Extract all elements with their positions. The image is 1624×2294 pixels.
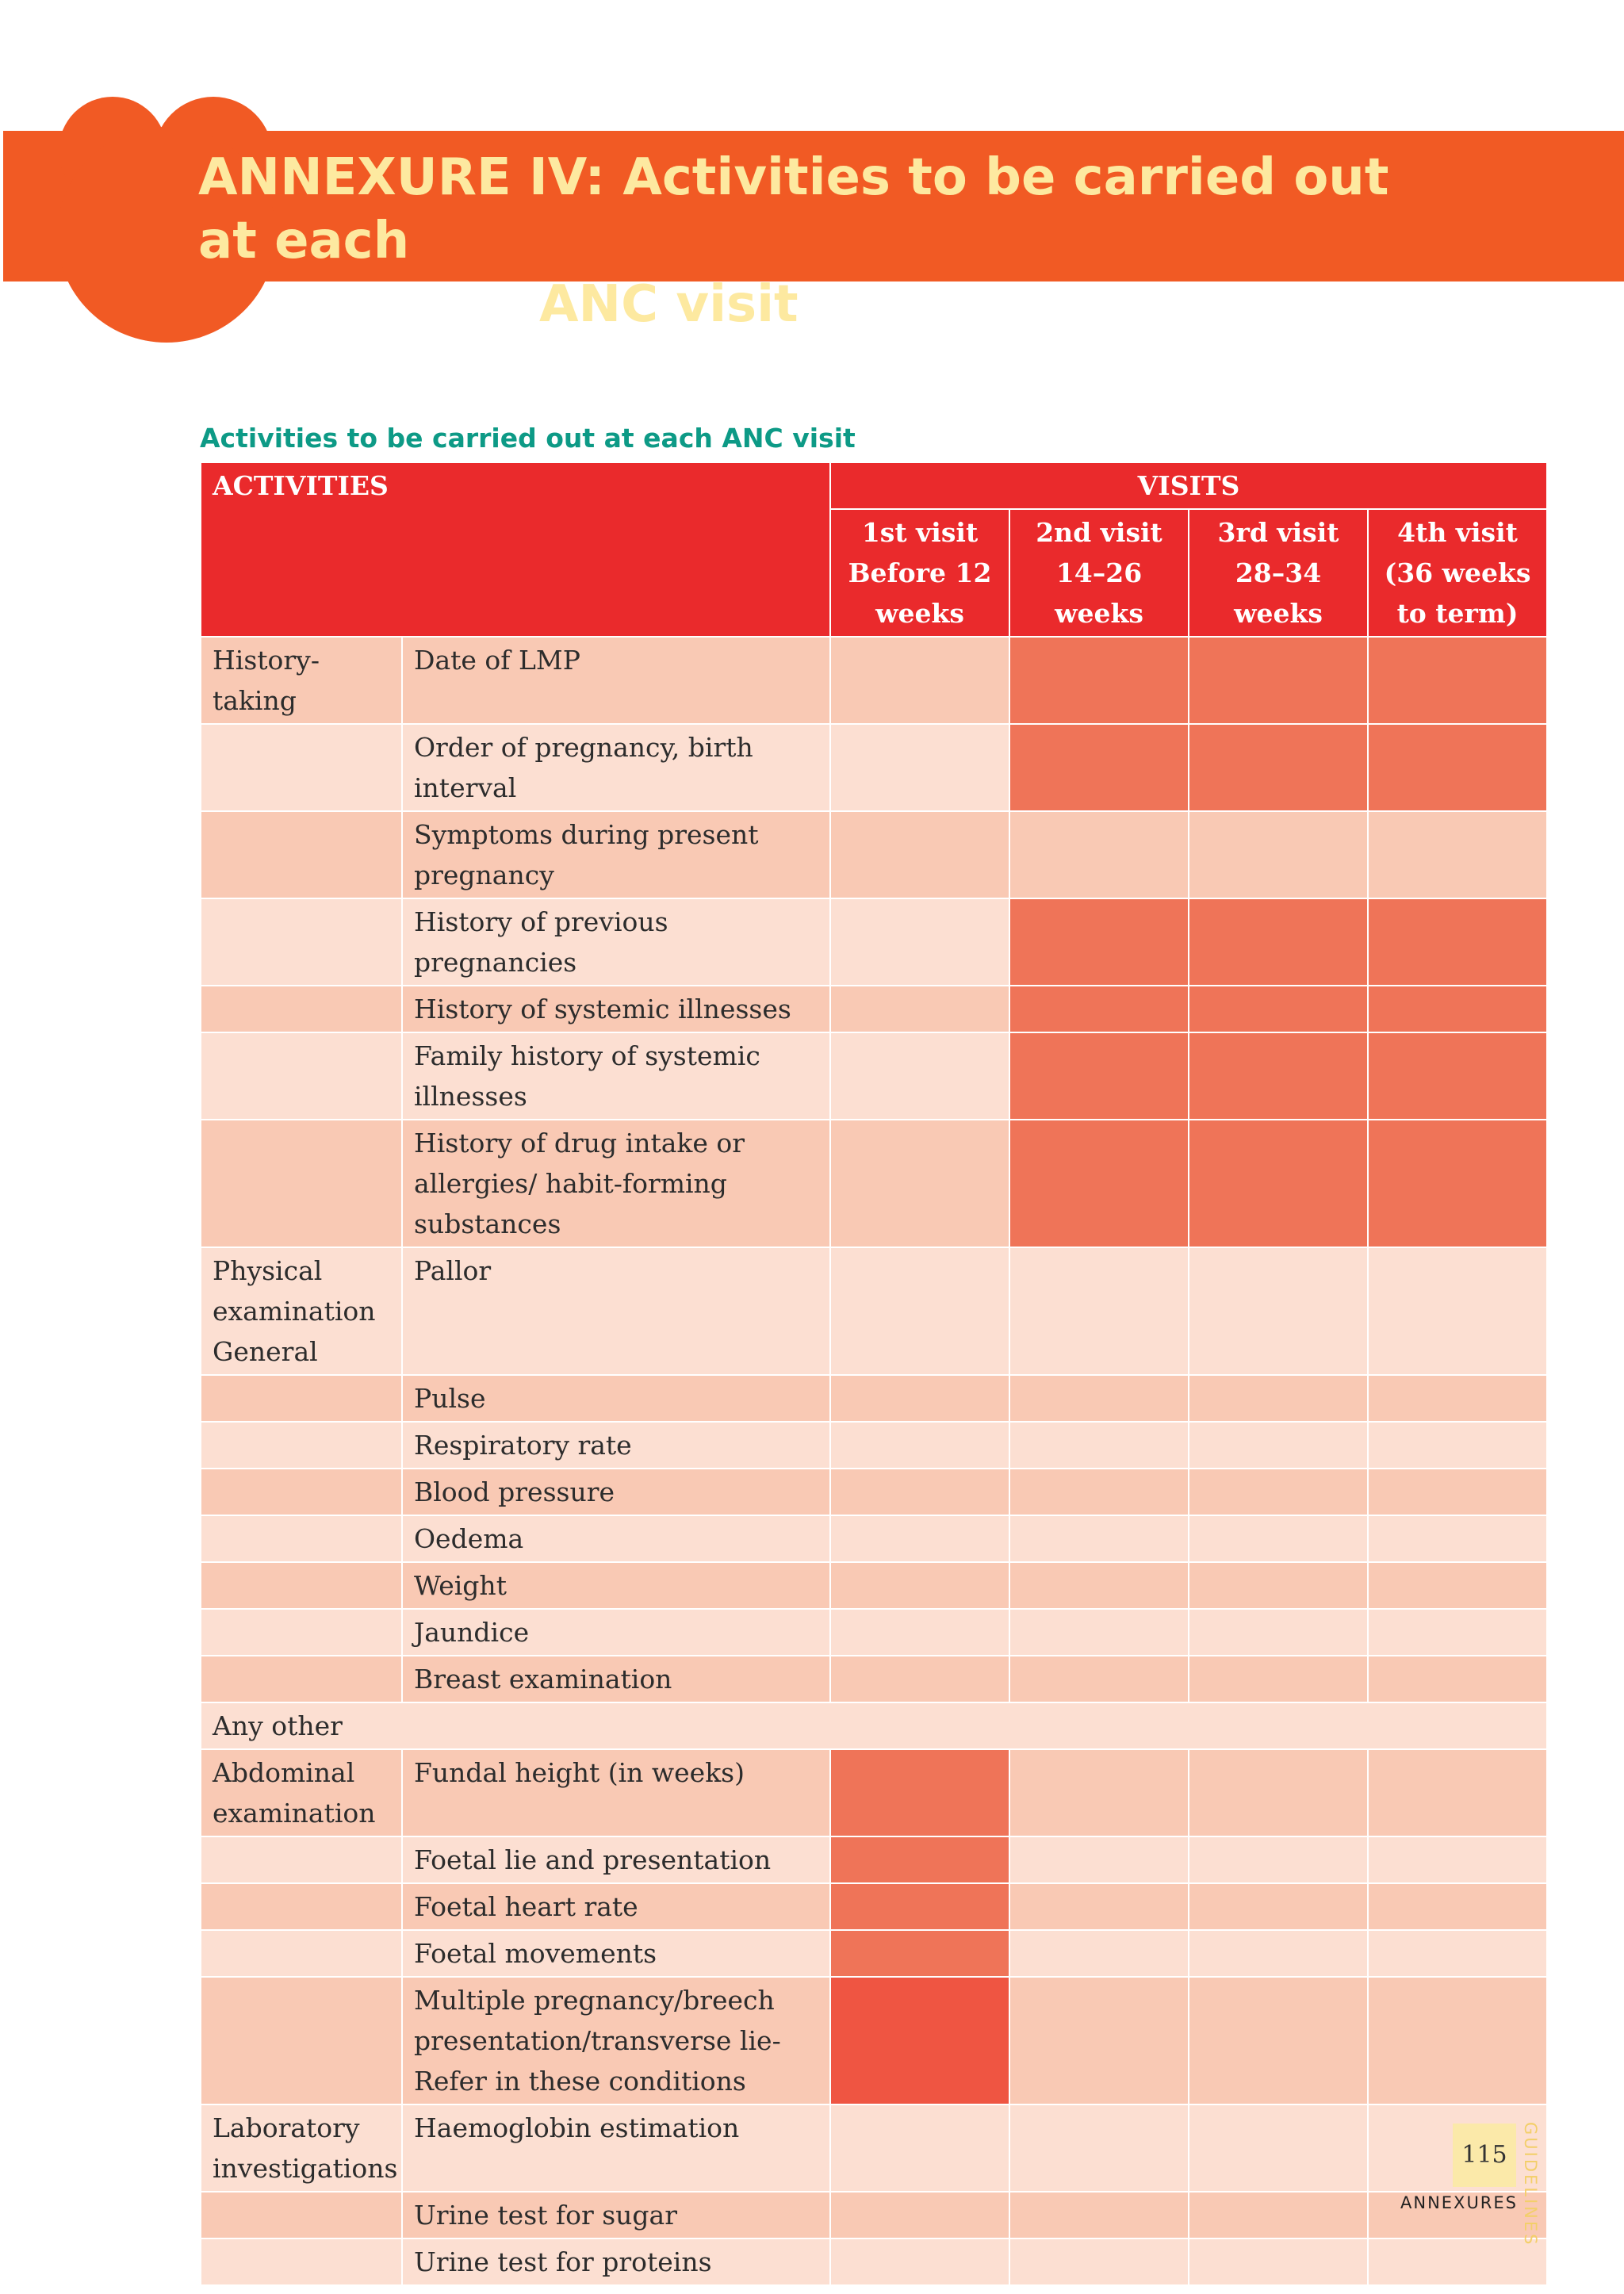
visit-cell-shaded bbox=[1368, 1032, 1547, 1120]
category-cell: Physical examination General bbox=[201, 1247, 402, 1375]
activity-cell: Weight bbox=[402, 1562, 830, 1609]
category-cell bbox=[201, 1469, 402, 1515]
anc-activities-table bbox=[200, 461, 1548, 2286]
visit-column-header: 3rd visit 28–34 weeks bbox=[1189, 509, 1368, 637]
visit-cell bbox=[1009, 1562, 1189, 1609]
visit-cell-shaded bbox=[1189, 1032, 1368, 1120]
table-caption: Activities to be carried out at each ANC visit bbox=[200, 423, 856, 454]
visit-cell bbox=[830, 2104, 1009, 2192]
activity-cell: Pulse bbox=[402, 1375, 830, 1422]
table-row bbox=[201, 986, 1547, 1032]
visit-cell bbox=[1368, 1749, 1547, 1836]
visit-cell-shaded bbox=[1009, 1032, 1189, 1120]
visit-cell bbox=[1009, 1247, 1189, 1375]
activity-cell: History of systemic illnesses bbox=[402, 986, 830, 1032]
visit-cell-shaded bbox=[1189, 898, 1368, 986]
visit-cell-shaded bbox=[1189, 1120, 1368, 1247]
table-row bbox=[201, 1749, 1547, 1836]
activity-cell: Oedema bbox=[402, 1515, 830, 1562]
visit-cell bbox=[830, 1247, 1009, 1375]
visit-cell-shaded bbox=[830, 1749, 1009, 1836]
visit-cell bbox=[1189, 1247, 1368, 1375]
visit-column-header: 4th visit (36 weeks to term) bbox=[1368, 509, 1547, 637]
activity-cell: Foetal heart rate bbox=[402, 1883, 830, 1930]
table-row bbox=[201, 898, 1547, 986]
visit-cell bbox=[830, 724, 1009, 811]
visit-cell bbox=[1368, 1656, 1547, 1702]
visit-cell bbox=[1009, 1977, 1189, 2104]
category-cell bbox=[201, 1977, 402, 2104]
activity-cell: Blood pressure bbox=[402, 1469, 830, 1515]
visit-cell-shaded bbox=[1009, 724, 1189, 811]
visit-cell bbox=[1189, 1749, 1368, 1836]
table-row bbox=[201, 1977, 1547, 2104]
visit-cell bbox=[1009, 1749, 1189, 1836]
activity-cell: Breast examination bbox=[402, 1656, 830, 1702]
activity-cell: Jaundice bbox=[402, 1609, 830, 1656]
table-row bbox=[201, 1375, 1547, 1422]
visit-cell bbox=[1009, 811, 1189, 898]
visit-cell bbox=[1189, 1375, 1368, 1422]
visit-cell bbox=[830, 1120, 1009, 1247]
table-row bbox=[201, 1469, 1547, 1515]
visit-cell bbox=[1009, 2104, 1189, 2192]
category-cell bbox=[201, 1836, 402, 1883]
table-row bbox=[201, 811, 1547, 898]
side-label: GUIDELINES bbox=[1521, 2122, 1540, 2247]
visit-cell bbox=[1368, 1375, 1547, 1422]
visit-cell-shaded bbox=[1009, 637, 1189, 724]
visit-cell bbox=[1189, 2192, 1368, 2238]
table-row bbox=[201, 724, 1547, 811]
category-cell: Any other bbox=[201, 1702, 1547, 1749]
activity-cell: Order of pregnancy, birth interval bbox=[402, 724, 830, 811]
activity-cell: Respiratory rate bbox=[402, 1422, 830, 1469]
activity-cell: Pallor bbox=[402, 1247, 830, 1375]
visit-cell bbox=[1368, 1515, 1547, 1562]
category-cell bbox=[201, 2238, 402, 2285]
visit-cell bbox=[1009, 1656, 1189, 1702]
visit-cell bbox=[1189, 1930, 1368, 1977]
visit-cell bbox=[1009, 1515, 1189, 1562]
visit-cell bbox=[1368, 1422, 1547, 1469]
visit-cell-shaded bbox=[1368, 898, 1547, 986]
visit-cell bbox=[1009, 1375, 1189, 1422]
visit-cell bbox=[830, 1656, 1009, 1702]
visit-cell bbox=[1009, 1422, 1189, 1469]
table-row bbox=[201, 1836, 1547, 1883]
table-row bbox=[201, 1609, 1547, 1656]
table-row bbox=[201, 1032, 1547, 1120]
visit-cell bbox=[1009, 2238, 1189, 2285]
visit-cell-shaded bbox=[1009, 986, 1189, 1032]
activity-cell: Urine test for sugar bbox=[402, 2192, 830, 2238]
activity-cell: Family history of systemic illnesses bbox=[402, 1032, 830, 1120]
visit-cell bbox=[1189, 1977, 1368, 2104]
table-row bbox=[201, 2192, 1547, 2238]
page-title bbox=[198, 146, 1435, 336]
visit-cell-shaded bbox=[1368, 1120, 1547, 1247]
category-cell: Laboratory investigations bbox=[201, 2104, 402, 2192]
visit-cell-shaded bbox=[1368, 986, 1547, 1032]
visit-cell bbox=[830, 898, 1009, 986]
table-row bbox=[201, 1247, 1547, 1375]
table-row bbox=[201, 2238, 1547, 2285]
visit-cell bbox=[1189, 1836, 1368, 1883]
visit-cell bbox=[1368, 1469, 1547, 1515]
category-cell bbox=[201, 1032, 402, 1120]
table-row bbox=[201, 1656, 1547, 1702]
visit-cell-shaded bbox=[1009, 1120, 1189, 1247]
activities-header: ACTIVITIES bbox=[201, 462, 830, 637]
visits-header: VISITS bbox=[830, 462, 1547, 509]
page-number: 115 bbox=[1453, 2124, 1516, 2187]
category-cell bbox=[201, 724, 402, 811]
visit-cell-shaded bbox=[830, 1930, 1009, 1977]
category-cell bbox=[201, 1562, 402, 1609]
visit-cell bbox=[1368, 811, 1547, 898]
visit-cell bbox=[830, 811, 1009, 898]
visit-cell bbox=[830, 1609, 1009, 1656]
activity-cell: Fundal height (in weeks) bbox=[402, 1749, 830, 1836]
visit-cell bbox=[1189, 1469, 1368, 1515]
visit-cell bbox=[1189, 1422, 1368, 1469]
category-cell bbox=[201, 1422, 402, 1469]
visit-cell-shaded bbox=[1189, 724, 1368, 811]
visit-cell bbox=[830, 1469, 1009, 1515]
visit-cell bbox=[830, 1562, 1009, 1609]
visit-cell bbox=[1009, 1883, 1189, 1930]
visit-cell bbox=[1009, 1469, 1189, 1515]
visit-cell bbox=[830, 1515, 1009, 1562]
visit-column-header: 1st visit Before 12 weeks bbox=[830, 509, 1009, 637]
visit-cell bbox=[1189, 1515, 1368, 1562]
table-row bbox=[201, 1422, 1547, 1469]
visit-cell bbox=[830, 1375, 1009, 1422]
visit-cell bbox=[1009, 2192, 1189, 2238]
visit-cell bbox=[1368, 1609, 1547, 1656]
visit-cell bbox=[830, 1032, 1009, 1120]
activity-cell: History of previous pregnancies bbox=[402, 898, 830, 986]
visit-cell bbox=[1189, 1883, 1368, 1930]
table-row bbox=[201, 1930, 1547, 1977]
activity-cell: Urine test for proteins bbox=[402, 2238, 830, 2285]
table-row bbox=[201, 1120, 1547, 1247]
activity-cell: Foetal lie and presentation bbox=[402, 1836, 830, 1883]
table-row bbox=[201, 1562, 1547, 1609]
visit-cell-shaded bbox=[830, 1883, 1009, 1930]
category-cell bbox=[201, 811, 402, 898]
visit-cell bbox=[1189, 1562, 1368, 1609]
visit-cell bbox=[1189, 2104, 1368, 2192]
category-cell bbox=[201, 1609, 402, 1656]
category-cell: History-taking bbox=[201, 637, 402, 724]
visit-cell bbox=[1189, 811, 1368, 898]
visit-cell bbox=[830, 2238, 1009, 2285]
category-cell bbox=[201, 1375, 402, 1422]
visit-cell-shaded bbox=[830, 1836, 1009, 1883]
visit-cell-shaded bbox=[1368, 637, 1547, 724]
category-cell bbox=[201, 898, 402, 986]
category-cell: Abdominal examination bbox=[201, 1749, 402, 1836]
visit-column-header: 2nd visit 14–26 weeks bbox=[1009, 509, 1189, 637]
visit-cell bbox=[1368, 1883, 1547, 1930]
visit-cell-shaded bbox=[830, 1977, 1009, 2104]
category-cell bbox=[201, 1930, 402, 1977]
table-row bbox=[201, 637, 1547, 724]
table-row bbox=[201, 2104, 1547, 2192]
visit-cell bbox=[830, 986, 1009, 1032]
page-title-line-1: ANNEXURE IV: Activities to be carried out at each bbox=[198, 148, 1389, 270]
visit-cell bbox=[1368, 1247, 1547, 1375]
table-row bbox=[201, 1702, 1547, 1749]
visit-cell bbox=[1189, 1609, 1368, 1656]
activity-cell: Haemoglobin estimation bbox=[402, 2104, 830, 2192]
table-row bbox=[201, 1515, 1547, 1562]
visit-cell bbox=[1189, 2238, 1368, 2285]
visit-cell bbox=[1368, 1562, 1547, 1609]
visit-cell bbox=[1009, 1930, 1189, 1977]
category-cell bbox=[201, 2192, 402, 2238]
visit-cell bbox=[1189, 1656, 1368, 1702]
visit-cell bbox=[1009, 1609, 1189, 1656]
visit-cell bbox=[1368, 1977, 1547, 2104]
visit-cell-shaded bbox=[1189, 986, 1368, 1032]
visit-cell bbox=[830, 1422, 1009, 1469]
category-cell bbox=[201, 1515, 402, 1562]
table-row bbox=[201, 1883, 1547, 1930]
visit-cell bbox=[830, 637, 1009, 724]
category-cell bbox=[201, 1656, 402, 1702]
visit-cell-shaded bbox=[1189, 637, 1368, 724]
visit-cell bbox=[1009, 1836, 1189, 1883]
activity-cell: Foetal movements bbox=[402, 1930, 830, 1977]
section-label: ANNEXURES bbox=[1400, 2193, 1518, 2212]
category-cell bbox=[201, 1883, 402, 1930]
visit-cell-shaded bbox=[1368, 724, 1547, 811]
activity-cell: Symptoms during present pregnancy bbox=[402, 811, 830, 898]
visit-cell bbox=[1368, 1930, 1547, 1977]
category-cell bbox=[201, 986, 402, 1032]
activity-cell: Date of LMP bbox=[402, 637, 830, 724]
category-cell bbox=[201, 1120, 402, 1247]
visit-cell-shaded bbox=[1009, 898, 1189, 986]
activity-cell: Multiple pregnancy/breech presentation/transverse lie-Refer in these conditions bbox=[402, 1977, 830, 2104]
page-title-line-2: ANC visit bbox=[539, 275, 799, 334]
activity-cell: History of drug intake or allergies/ habit-forming substances bbox=[402, 1120, 830, 1247]
visit-cell bbox=[830, 2192, 1009, 2238]
visit-cell bbox=[1368, 1836, 1547, 1883]
